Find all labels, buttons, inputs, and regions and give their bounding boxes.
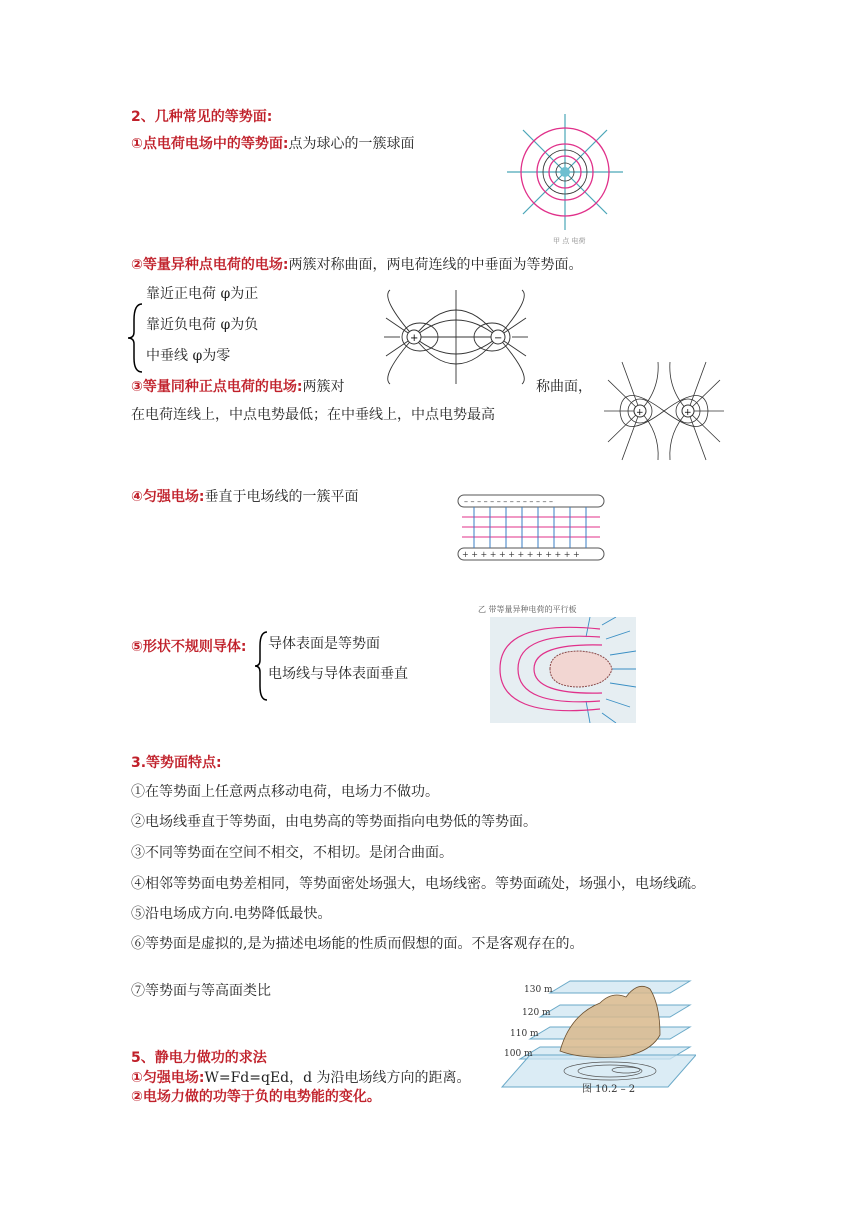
svg-text:+: +: [410, 333, 419, 344]
dipole-brace-2: 靠近负电荷 φ为负: [146, 317, 259, 333]
svg-text:+: +: [636, 408, 644, 418]
feature-item-3: ③不同等势面在空间不相交，不相切。是闭合曲面。: [131, 845, 453, 861]
feature-item-1: ①在等势面上任意两点移动电荷，电场力不做功。: [131, 784, 439, 800]
contour-mountain-figure: [500, 975, 696, 1097]
feature-item-5: ⑤沿电场成方向.电势降低最快。: [131, 906, 332, 922]
same-charge-figure: [602, 360, 726, 462]
svg-text:−: −: [494, 333, 503, 344]
point-charge-line: [131, 134, 414, 154]
dipole-line: [131, 255, 582, 275]
uniform-work-line: [131, 1068, 471, 1088]
irregular-caption: 乙 带等量异种电荷的平行板: [478, 605, 577, 614]
feature-item-4: ④相邻等势面电势差相同，等势面密处场强大，电场线密。等势面疏处，场强小，电场线疏。: [131, 876, 705, 892]
section-2-title: 2、几种常见的等势面:: [131, 109, 273, 125]
contour-level-3: 110 m: [510, 1029, 539, 1039]
uniform-field-line: [131, 487, 358, 507]
same-charge-text-a: 两簇对: [302, 379, 345, 395]
same-charge-line: [131, 377, 344, 397]
point-charge-text: 点为球心的一簇球面: [288, 136, 415, 152]
dipole-brace-1: 靠近正电荷 φ为正: [146, 286, 259, 302]
work-energy-line: ②电场力做的功等于负的电势能的变化。: [131, 1089, 381, 1105]
same-charge-line-2: 在电荷连线上，中点电势最低；在中垂线上，中点电势最高: [131, 407, 495, 423]
uniform-work-label: ①匀强电场:: [131, 1070, 205, 1086]
uniform-field-label: ④匀强电场:: [131, 489, 205, 505]
uniform-field-figure: [456, 493, 606, 563]
point-charge-figure: [505, 112, 630, 252]
contour-level-2: 120 m: [522, 1008, 551, 1018]
irregular-label: ⑤形状不规则导体:: [131, 639, 247, 655]
svg-text:– – – – – – – – – – – – – –: – – – – – – – – – – – – – –: [464, 497, 554, 506]
irregular-conductor-figure: [490, 617, 636, 723]
uniform-field-text: 垂直于电场线的一簇平面: [204, 489, 359, 505]
contour-caption: 图 10.2 – 2: [582, 1084, 636, 1095]
feature-item-7: ⑦等势面与等高面类比: [131, 983, 271, 999]
dipole-figure: [380, 288, 532, 386]
contour-level-4: 100 m: [504, 1049, 533, 1059]
same-charge-text-b: 称曲面，: [536, 379, 592, 395]
dipole-brace-3: 中垂线 φ为零: [146, 348, 231, 364]
dipole-label: ②等量异种点电荷的电场:: [131, 257, 289, 273]
irregular-brace-1: 导体表面是等势面: [268, 636, 380, 652]
dipole-brace-icon: [126, 302, 146, 374]
svg-text:+: +: [684, 408, 692, 418]
dipole-text: 两簇对称曲面，两电荷连线的中垂面为等势面。: [288, 257, 583, 273]
section-3-title: 3.等势面特点:: [131, 755, 222, 771]
point-charge-caption: 甲 点 电荷: [553, 237, 586, 245]
contour-level-1: 130 m: [524, 985, 553, 995]
svg-text:+ + + + + + + + + + + + +: + + + + + + + + + + + + +: [462, 550, 580, 559]
feature-item-6: ⑥等势面是虚拟的,是为描述电场能的性质而假想的面。不是客观存在的。: [131, 936, 584, 952]
same-charge-label: ③等量同种正点电荷的电场:: [131, 379, 303, 395]
uniform-work-text: W=Fd=qEd，d 为沿电场线方向的距离。: [204, 1070, 471, 1086]
feature-item-2: ②电场线垂直于等势面，由电势高的等势面指向电势低的等势面。: [131, 814, 537, 830]
irregular-brace-2: 电场线与导体表面垂直: [268, 666, 408, 682]
section-5-title: 5、静电力做功的求法: [131, 1050, 267, 1066]
point-charge-label: ①点电荷电场中的等势面:: [131, 136, 289, 152]
